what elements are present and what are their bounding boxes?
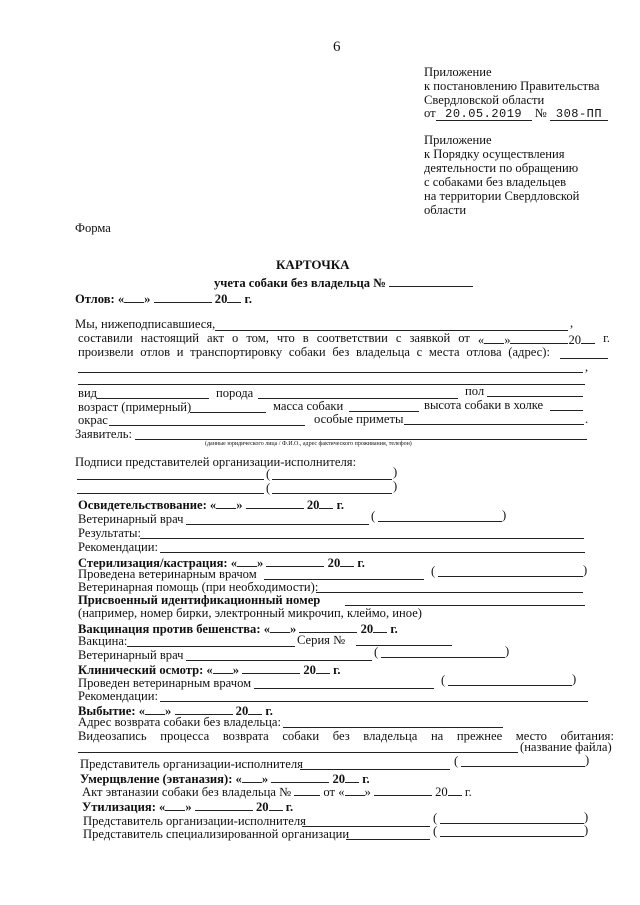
year-prefix: 20 xyxy=(214,292,228,306)
month-field[interactable] xyxy=(374,784,432,796)
year-suffix: г. xyxy=(390,622,398,636)
year-field[interactable] xyxy=(373,621,387,633)
word: собаки xyxy=(288,345,326,359)
word: без xyxy=(332,345,350,359)
word: владельца xyxy=(363,729,418,743)
year-field[interactable] xyxy=(248,703,262,715)
day-field[interactable] xyxy=(270,621,290,633)
appendix-line: области xyxy=(424,203,467,217)
day-field[interactable] xyxy=(484,332,504,344)
quote-close: » xyxy=(236,498,243,512)
year-field[interactable] xyxy=(227,291,241,303)
section-label: Вакцинация против бешенства: « xyxy=(78,622,270,636)
section-label: Стерилизация/кастрация: « xyxy=(78,556,238,570)
number-label: № xyxy=(534,106,547,120)
word: произвели xyxy=(78,345,134,359)
quote-close: » xyxy=(261,772,269,786)
address-field-line[interactable] xyxy=(78,372,583,373)
word: возврата xyxy=(222,729,269,743)
card-number-field[interactable] xyxy=(389,275,473,287)
signatures-label: Подписи представителей организации-исполнителя: xyxy=(75,455,357,469)
results-field[interactable] xyxy=(140,538,584,539)
year-field[interactable] xyxy=(316,662,330,674)
year-field[interactable] xyxy=(581,332,595,344)
year-field[interactable] xyxy=(340,555,354,567)
signature-field[interactable] xyxy=(77,479,264,480)
quote-close: » xyxy=(165,704,172,718)
year-suffix: г. xyxy=(464,785,472,799)
day-field[interactable] xyxy=(242,771,262,783)
appendix-line: на территории Свердловской xyxy=(424,189,580,203)
section-label: Утилизация: « xyxy=(82,800,166,814)
paren-open: ( xyxy=(431,564,436,578)
year-prefix: 20 xyxy=(435,785,448,799)
paren-open: ( xyxy=(371,509,376,523)
appendix-line: с собаками без владельцев xyxy=(424,175,567,189)
height-label: высота собаки в холке xyxy=(424,398,544,412)
return-address-field[interactable] xyxy=(283,727,503,728)
year-prefix: 20 xyxy=(306,498,320,512)
word: на xyxy=(430,729,444,743)
age-field[interactable] xyxy=(190,412,266,413)
year-suffix: г. xyxy=(357,556,365,570)
address-field-line[interactable] xyxy=(78,384,585,385)
specialized-signature-field[interactable] xyxy=(346,839,430,840)
signature-name-field[interactable] xyxy=(272,479,392,480)
day-field[interactable] xyxy=(237,555,257,567)
card-subtitle-text: учета собаки без владельца № xyxy=(214,276,386,290)
paragraph-line: Мы, нижеподписавшиеся, xyxy=(75,317,216,331)
executor-name-field[interactable] xyxy=(440,823,584,824)
word: отлов xyxy=(140,345,171,359)
paren-open: ( xyxy=(454,754,459,768)
specialized-rep-label: Представитель специализированной организации xyxy=(83,827,350,841)
recommendations-label: Рекомендации: xyxy=(78,540,158,554)
section-label: Освидетельствование: « xyxy=(78,498,217,512)
executor-signature-field[interactable] xyxy=(300,769,450,770)
day-field[interactable] xyxy=(124,291,144,303)
month-field[interactable] xyxy=(242,662,300,674)
form-label: Форма xyxy=(75,221,111,235)
card-subtitle xyxy=(214,275,473,290)
appendix-line: Приложение xyxy=(424,65,492,79)
disposal-date-line xyxy=(82,799,293,814)
weight-label: масса собаки xyxy=(273,399,344,413)
executor-name-field[interactable] xyxy=(461,766,585,767)
file-name-note: (название файла) xyxy=(520,740,612,754)
return-address-label: Адрес возврата собаки без владельца: xyxy=(78,715,281,729)
act-label: Акт эвтаназии собаки без владельца № xyxy=(82,785,292,799)
vaccine-label: Вакцина: xyxy=(78,634,128,648)
vet-name-field[interactable] xyxy=(448,685,572,686)
word: без xyxy=(332,729,350,743)
day-field[interactable] xyxy=(145,703,165,715)
video-file-field[interactable] xyxy=(78,752,518,753)
year-prefix: 20 xyxy=(568,333,582,347)
section-label: Клинический осмотр: « xyxy=(78,663,213,677)
word: соответствии xyxy=(316,331,388,345)
month-field[interactable] xyxy=(510,332,568,344)
marks-field[interactable] xyxy=(404,424,584,425)
word: с xyxy=(395,331,402,345)
word: места xyxy=(428,345,460,359)
breed-label: порода xyxy=(216,386,254,400)
word: том, xyxy=(246,331,269,345)
word: обитания: xyxy=(560,729,614,743)
day-field[interactable] xyxy=(216,497,236,509)
word: процесса xyxy=(160,729,210,743)
paren-open: ( xyxy=(441,673,446,687)
word: настоящий xyxy=(140,331,200,345)
applicant-note: (данные юридического лица / Ф.И.О., адрес фактического проживания, телефон) xyxy=(205,441,412,447)
card-title: КАРТОЧКА xyxy=(276,257,350,272)
month-field[interactable] xyxy=(266,555,324,567)
species-field[interactable] xyxy=(97,398,209,399)
quote-close: » xyxy=(185,800,192,814)
year-prefix: 20 xyxy=(360,622,374,636)
signature-field[interactable] xyxy=(77,493,264,494)
appendix-line: Свердловской области xyxy=(424,93,545,107)
appendix-date-line xyxy=(424,107,608,121)
paragraph-line-justified xyxy=(78,346,550,359)
word: Видеозапись xyxy=(78,729,147,743)
word: в xyxy=(302,331,309,345)
age-label: возраст (примерный) xyxy=(78,400,192,414)
year-prefix: 20 xyxy=(303,663,316,677)
series-label: Серия № xyxy=(297,633,346,647)
vet-field[interactable] xyxy=(186,524,369,525)
year-field[interactable] xyxy=(345,771,359,783)
month-field[interactable] xyxy=(154,291,212,303)
word: владельца xyxy=(355,345,410,359)
decree-date: 20.05.2019 xyxy=(436,108,532,121)
word: место xyxy=(515,729,547,743)
color-label: окрас xyxy=(78,413,108,427)
decree-number: 308-ПП xyxy=(550,108,608,121)
signature-name-field[interactable] xyxy=(272,493,392,494)
appendix-line: к постановлению Правительства xyxy=(424,79,600,93)
date-from-label: от « xyxy=(323,785,345,799)
paren-close: ) xyxy=(584,823,589,837)
month-field[interactable] xyxy=(271,771,329,783)
vet-field[interactable] xyxy=(254,688,434,689)
vet-help-label: Ветеринарная помощь (при необходимости): xyxy=(78,580,319,594)
vet-help-field[interactable] xyxy=(316,592,583,593)
quote-close: » xyxy=(144,292,151,306)
word: отлова xyxy=(466,345,502,359)
sex-field[interactable] xyxy=(487,396,583,397)
word: и xyxy=(176,345,184,359)
paren-open: ( xyxy=(433,811,438,825)
recommendations-field[interactable] xyxy=(160,552,585,553)
vet-name-field[interactable] xyxy=(438,576,583,577)
vaccine-field[interactable] xyxy=(127,646,295,647)
year-field[interactable] xyxy=(319,497,333,509)
vet-field[interactable] xyxy=(186,660,372,661)
paren-open: ( xyxy=(433,824,438,838)
quote-close: » xyxy=(290,622,297,636)
examination-date-line xyxy=(78,497,344,512)
section-label: Выбытие: « xyxy=(78,704,146,718)
day-field[interactable] xyxy=(165,799,185,811)
from-label: от xyxy=(424,106,436,120)
paren-close: ) xyxy=(505,644,510,658)
paren-close: ) xyxy=(584,810,589,824)
comma: , xyxy=(570,316,574,330)
year-suffix: г. xyxy=(244,292,252,306)
series-field[interactable] xyxy=(356,645,452,646)
quote-close: » xyxy=(364,785,371,799)
executor-rep-label: Представитель организации-исполнителя xyxy=(83,814,306,828)
year-suffix: г. xyxy=(265,704,273,718)
vet-label: Ветеринарный врач xyxy=(78,512,184,526)
year-prefix: 20 xyxy=(235,704,249,718)
vet-name-field[interactable] xyxy=(381,657,505,658)
word: прежнее xyxy=(456,729,503,743)
results-label: Результаты: xyxy=(78,526,141,540)
vet-label: Ветеринарный врач xyxy=(78,648,184,662)
paren-close: ) xyxy=(585,753,590,767)
height-field[interactable] xyxy=(550,410,583,411)
year-suffix: г. xyxy=(336,498,345,512)
section-label: Умерщвление (эвтаназия): « xyxy=(80,772,242,786)
month-field[interactable] xyxy=(195,799,253,811)
paren-close: ) xyxy=(583,563,588,577)
comma: , xyxy=(585,360,589,374)
act-number-field[interactable] xyxy=(294,784,320,796)
appendix-line: к Порядку осуществления xyxy=(424,147,565,161)
year-prefix: 20 xyxy=(255,800,269,814)
month-field[interactable] xyxy=(175,703,233,715)
clinical-vet-label: Проведен ветеринарным врачом xyxy=(78,676,252,690)
specialized-name-field[interactable] xyxy=(440,836,584,837)
month-field[interactable] xyxy=(299,621,357,633)
paren-open: ( xyxy=(374,645,379,659)
breed-label: вид xyxy=(78,386,98,400)
capture-date-line xyxy=(75,291,252,306)
clinical-date-line xyxy=(78,662,341,677)
paren-open: ( xyxy=(266,481,271,495)
paren-close: ) xyxy=(572,672,577,686)
year-suffix: г. xyxy=(333,663,341,677)
recommendations-label: Рекомендации: xyxy=(78,689,158,703)
word: что xyxy=(276,331,295,345)
quote-close: » xyxy=(257,556,264,570)
capture-label: Отлов: « xyxy=(75,292,125,306)
word: г. xyxy=(603,331,610,345)
year-field[interactable] xyxy=(269,799,283,811)
word: (адрес): xyxy=(508,345,550,359)
word: от xyxy=(458,331,470,345)
applicant-label: Заявитель: xyxy=(75,427,132,441)
paren-close: ) xyxy=(393,479,398,493)
executor-rep-label: Представитель организации-исполнителя xyxy=(80,757,303,771)
color-field[interactable] xyxy=(109,425,305,426)
word: о xyxy=(232,331,239,345)
word: заявкой xyxy=(409,331,451,345)
day-field[interactable] xyxy=(345,784,365,796)
year-field[interactable] xyxy=(448,784,462,796)
day-field[interactable] xyxy=(213,662,233,674)
page-number: 6 xyxy=(333,39,341,55)
quote-close: » xyxy=(232,663,240,677)
year-suffix: г. xyxy=(285,800,294,814)
sterilization-vet-label: Проведена ветеринарным врачом xyxy=(78,567,257,581)
id-number-label: Присвоенный идентификационный номер xyxy=(78,593,321,607)
word: с xyxy=(416,345,423,359)
id-number-note: (например, номер бирки, электронный микрочип, клеймо, иное) xyxy=(78,606,422,620)
appendix-line: Приложение xyxy=(424,133,492,147)
quote-close: » xyxy=(504,333,511,347)
paren-close: ) xyxy=(393,465,398,479)
appendix-line: деятельности по обращению xyxy=(424,161,579,175)
paren-open: ( xyxy=(266,467,271,481)
word: собаки xyxy=(282,729,320,743)
recommendations-field[interactable] xyxy=(160,701,588,702)
word: акт xyxy=(207,331,225,345)
word: транспортировку xyxy=(190,345,283,359)
month-field[interactable] xyxy=(246,497,304,509)
euthanasia-act-line xyxy=(82,784,472,799)
marks-label: особые приметы xyxy=(314,412,404,426)
vet-name-field[interactable] xyxy=(378,521,502,522)
sex-label: пол xyxy=(465,384,485,398)
period: . xyxy=(585,412,589,426)
address-field[interactable] xyxy=(560,358,608,359)
word: составили xyxy=(78,331,133,345)
year-suffix: г. xyxy=(362,772,370,786)
quote-open: « xyxy=(477,333,485,347)
year-prefix: 20 xyxy=(332,772,346,786)
applicant-field[interactable] xyxy=(135,439,587,440)
year-prefix: 20 xyxy=(327,556,341,570)
paren-close: ) xyxy=(502,508,507,522)
